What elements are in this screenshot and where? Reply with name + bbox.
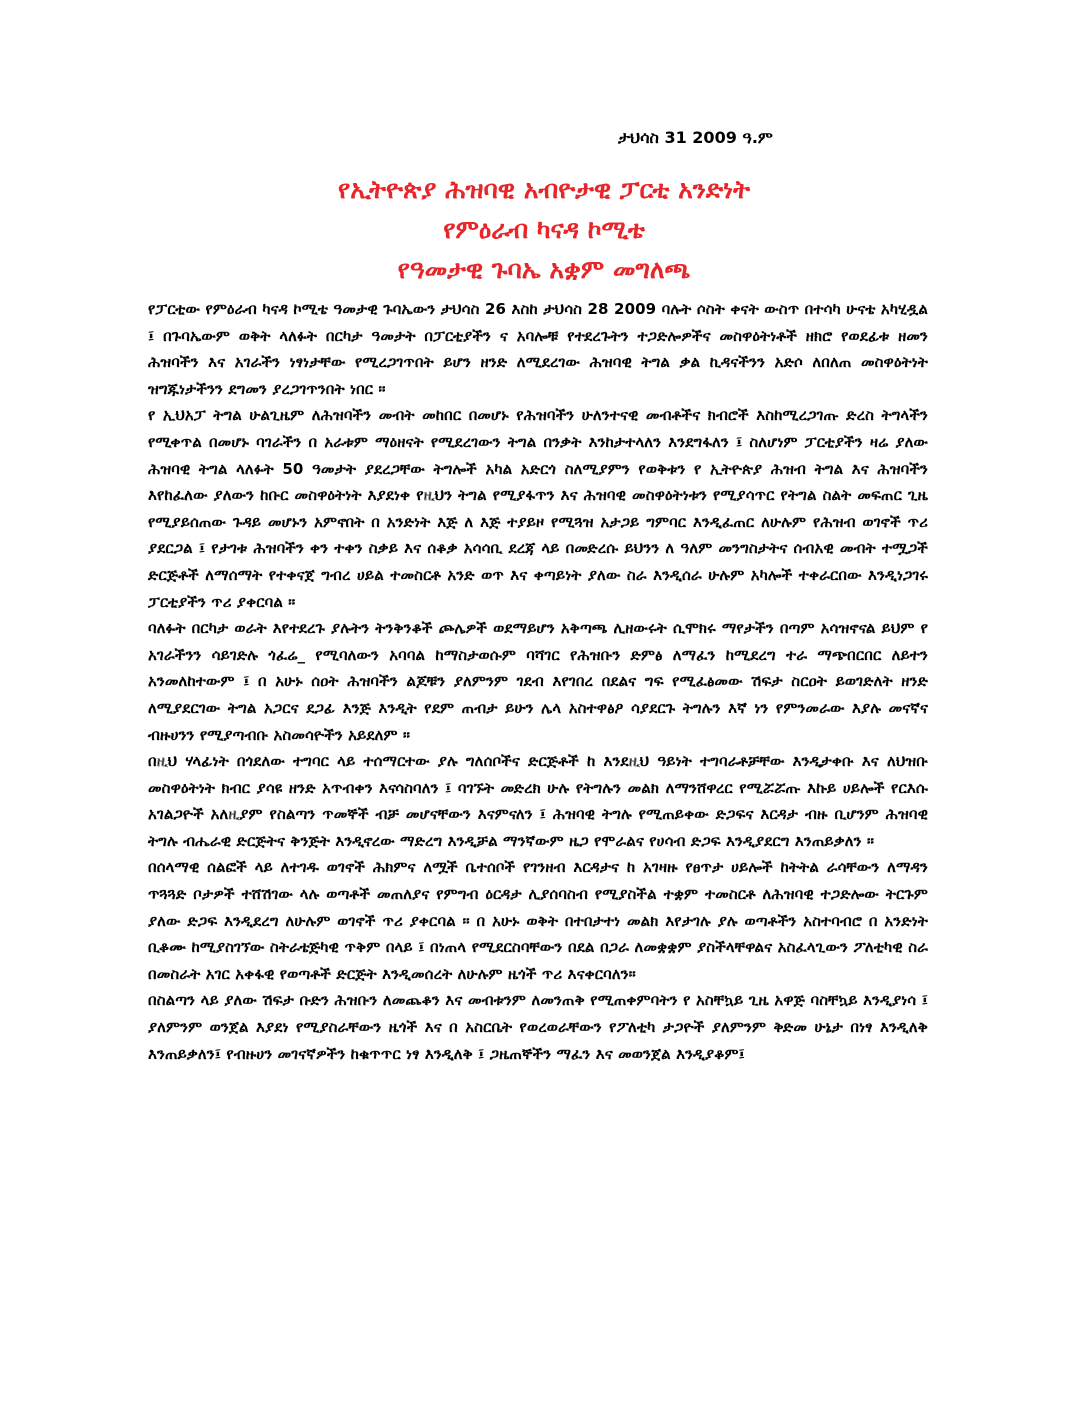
document-title	[0, 170, 1088, 290]
body-paragraph: በዚህ ሃላፊነት በጎደለው ተግባር ላይ ተሰማርተው ያሉ ግለሰቦችና ድርጅቶች ከ እንደዚህ ዓይነት ተግባራቶቻቸው እንዲታቀቡ እና ለህዝቡ መስዋዕትነት ክብር ያሳዩ ዘንድ አጥብቀን እናሳስባለን ፤ ባገኙት መድረክ ሁሉ የትግሉን መልክ ለማንሸዋረር የሚሯሯጡ እኩይ ሀይሎች የርእሱ አገልጋዮች አለዚያም የስልጣን ጥመኞች ብቻ መሆናቸውን እናምናለን ፤ ሕዝባዊ ትግሉ የሚጠይቀው ድጋፍና እርዳታ ብዙ ቢሆንም ሕዝባዊ ትግሉ ብሔራዊ ድርጅትና ቅንጅት እንዲኖረው ማድረግ እንዲቻል ማንኛውም ዜጋ የሞራልና የሀሳብ ድጋፍ እንዲያደርግ እንጠይቃለን ።	[148, 752, 928, 850]
document-date: ታህሳስ 31 2009 ዓ.ም	[618, 128, 773, 147]
body-paragraph: በስልጣን ላይ ያለው ሽፍታ ቡድን ሕዝቡን ለመጨቆን እና መብቱንም ለመንጠቅ የሚጠቀምባትን የ አስቸኳይ ጊዜ አዋጅ ባስቸኳይ እንዲያነሳ ፤ ያለምንም ወንጀል እያደነ የሚያስራቸውን ዜጎች እና በ አስርቤት የወረወራቸውን የፖለቲካ ታጋዮች ያለምንም ቅድመ ሁኔታ በነፃ እንዲለቅ እንጠይቃለን፤ የብዙሀን መገናኛዎችን ከቁጥጥር ነፃ እንዲለቅ ፤ ጋዜጠኞችን ማፈን እና መወንጀል እንዲያቆም፤	[148, 991, 928, 1063]
body-paragraph: የ ኢህአፓ ትግል ሁልጊዜም ለሕዝባችን መብት መከበር በመሆኑ የሕዝባችን ሁለንተናዊ መብቶችና ክብሮች እስከሚረጋገጡ ድረስ ትግላችን የሚቀጥል በመሆኑ ባገራችን በ አራቱም ማዕዘናት የሚደረገውን ትግል በንቃት እንከታተላለን እንደግፋለን ፤ ስለሆነም ፓርቲያችን ዛሬ ያለው ሕዝባዊ ትግል ላለፉት 50 ዓመታት ያደረጋቸው ትግሎች አካል አድርጎ ስለሚያምን የወቅቱን የ ኢትዮጵያ ሕዝብ ትግል እና ሕዝባችን እየከፈለው ያለውን ከቡር መስዋዕትነት እያደነቀ የዚህን ትግል የሚያፋጥን እና ሕዝባዊ መስዋዕትነቱን የሚያሳጥር የትግል ስልት መፍጠር ጊዜ የሚያይሰጠው ጉዳይ መሆኑን አምኖበት በ አንድነት እጅ ለ እጅ ተያይዞ የሚጓዝ አታጋይ ግምባር እንዲፈጠር ለሁሉም የሕዝብ ወገኖች ጥሪ ያደርጋል ፤ የታገቱ ሕዝባችን ቀን ተቀን ስቃይ እና ሰቆቃ አሳሳቢ ደረጃ ላይ በመድረሱ ይህንን ለ ዓለም መንግስታትና ሰብአዊ መብት ተሟጋች ድርጅቶች ለማሰማት የተቀናጀ ግብረ ሀይል ተመስርቶ አንድ ወጥ እና ቀጣይነት ያለው ስራ እንዲሰራ ሁሉም አካሎች ተቀራርበው እንዲነጋገሩ ፓርቲያችን ጥሪ ያቀርባል ።	[148, 406, 928, 611]
body-paragraph: የፓርቲው የምዕራብ ካናዳ ኮሚቴ ዓመታዊ ጉባኤውን ታህሳስ 26 እስከ ታህሳስ 28 2009 ባሉት ሶስት ቀናት ውስጥ በተሳካ ሁናቴ አካሂዷል ፤ በጉባኤውም ወቅት ላለፉት በርካታ ዓመታት በፓርቲያችን ና አባሎቹ የተደረጉትን ተጋድሎዎችና መስዋዕትነቶች ዘክሮ የወደፊቱ ዘመን ሕዝባችን እና አገራችን ነፃነታቸው የሚረጋገጥበት ይሆን ዘንድ ለሚደረገው ሕዝባዊ ትግል ቃል ኪዳናችንን አድሶ ለበለጠ መስዋዕትነት ዝግጁነታችንን ደግመን ያረጋገጥንበት ነበር ።	[148, 300, 928, 398]
title-line-statement: የዓመታዊ ጉባኤ አቋም መግለጫ	[397, 255, 691, 284]
document-body	[148, 296, 928, 1067]
title-line-committee: የምዕራብ ካናዳ ኮሚቴ	[443, 215, 645, 244]
body-paragraph: በሰላማዊ ሰልፎች ላይ ለተገዱ ወገኖች ሕክምና ለሟች ቤተሰቦች የገንዘብ እርዳታና ከ አገዛዙ የፀጥታ ሀይሎች ከትትል ራሳቸውን ለማዳን ጥጓጓድ ቦታዎች ተሸሽገው ላሉ ወጣቶች መጠለያና የምግብ ዕርዳታ ሊያሰባስብ የሚያስችል ተቋም ተመስርቶ ለሕዝባዊ ተጋድሎው ትርጉም ያለው ድጋፍ እንዲደረግ ለሁሉም ወገኖች ጥሪ ያቀርባል ። በ አሁኑ ወቅት በተበታተነ መልክ እየታገሉ ያሉ ወጣቶችን አስተባብሮ በ አንድነት ቢቆሙ ከሚያስገኘው ስትራቴጅካዊ ጥቅም በላይ ፤ በነጠላ የሚደርስባቸውን በደል በጋራ ለመቋቋም ያስችላቸዋልና አስፈላጊውን ፖለቲካዊ ስራ በመስራት አገር አቀፋዊ የወጣቶች ድርጅት እንዲመሰረት ለሁሉም ዜጎች ጥሪ እናቀርባለን።	[148, 858, 928, 983]
body-paragraph: ባለፉት በርካታ ወራት እየተደረጉ ያሉትን ትንቅንቆች ጮሌዎች ወደማይሆን አቅጣጫ ሊዘውሩት ሲሞክሩ ማየታችን በጣም አሳዝኖናል ይህም የ አገራችንን ሳይገድሉ ጎፈሬ_ የሚባለውን አባባል ከማስታወሱም ባሻገር የሕዝቡን ድምፅ ለማፈን ከሚደረግ ተራ ማጭበርበር ለይተን አንመለከተውም ፤ በ አሁኑ ሰዐት ሕዝባችን ልጆቹን ያለምንም ገደብ እየገበረ በደልና ግፍ የሚፈፅመው ሽፍታ ስርዐት ይወገድለት ዘንድ ለሚያደርገው ትግል አጋርና ደጋፊ እንጅ እንዲት የደም ጠብታ ይሁን ሌላ አስተዋፅዖ ሳያደርጉ ትግሉን እኛ ነን የምንመራው እያሉ መናኛና ብዙሀንን የሚያጣብቡ አስመሳዮችን አይደለም ።	[148, 619, 928, 744]
title-line-party: የኢትዮጵያ ሕዝባዊ አብዮታዊ ፓርቲ አንድነት	[338, 175, 750, 204]
